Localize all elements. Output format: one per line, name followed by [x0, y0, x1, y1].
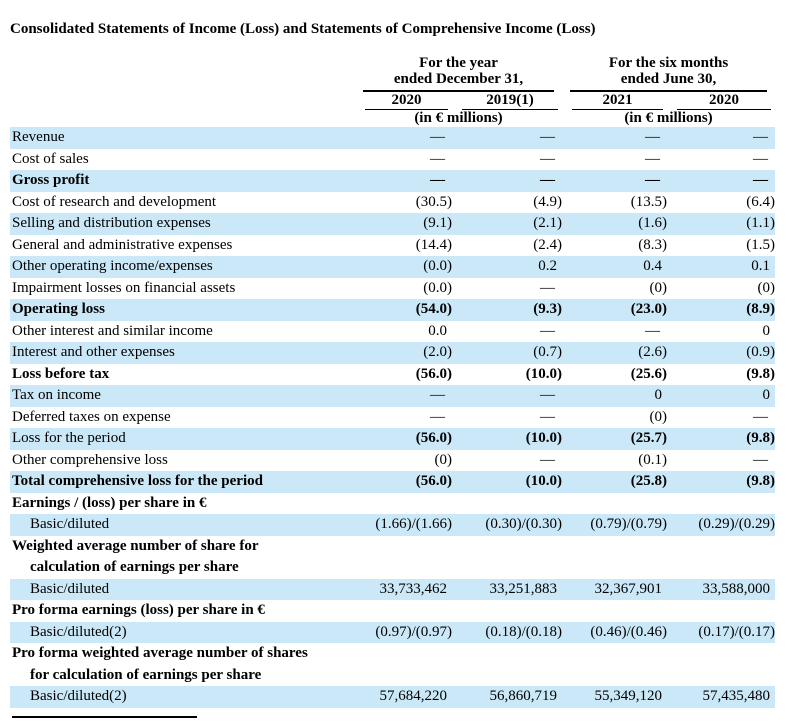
- cell-value: —: [430, 172, 445, 188]
- cell-value: (2.4): [533, 236, 562, 253]
- cell-value: (25.6): [630, 365, 667, 382]
- cell-value: [355, 600, 452, 622]
- header-spacer: [10, 92, 355, 110]
- cell-value: —: [753, 451, 768, 468]
- page-title: Consolidated Statements of Income (Loss) and Statements of Comprehensive Income (Loss): [10, 21, 596, 37]
- header-spacer: [10, 110, 355, 127]
- cell-value: [452, 536, 562, 579]
- cell-value: (0): [757, 279, 775, 296]
- col-group-six-months-line2: ended June 30,: [620, 71, 717, 87]
- cell-value: —: [430, 408, 445, 425]
- cell-value: (2.6): [638, 344, 667, 360]
- cell-value: —: [753, 150, 768, 167]
- cell-value: (56.0): [415, 473, 452, 489]
- cell-value: (1.66)/(1.66): [375, 516, 452, 532]
- cell-value: (23.0): [630, 301, 667, 317]
- table-row: [10, 342, 775, 364]
- table-row: [10, 278, 775, 300]
- cell-value: (25.8): [630, 473, 667, 489]
- col-group-year-line2: ended December 31,: [393, 71, 524, 87]
- table-row: [10, 450, 775, 472]
- cell-value: (13.5): [630, 193, 667, 210]
- cell-value: (4.9): [533, 193, 562, 210]
- cell-value: 0: [762, 322, 770, 339]
- cell-value: (1.6): [638, 215, 667, 231]
- cell-value: 0.2: [538, 258, 557, 274]
- row-label: Cost of research and development: [12, 193, 217, 210]
- cell-value: [562, 600, 667, 622]
- row-label: Basic/diluted: [30, 516, 110, 532]
- cell-value: (8.3): [638, 236, 667, 253]
- cell-value: 56,860,719: [489, 688, 557, 704]
- cell-value: (9.3): [533, 301, 562, 317]
- col-group-year-cell: [355, 50, 562, 92]
- cell-value: —: [430, 150, 445, 167]
- cell-value: [355, 536, 452, 579]
- cell-value: 32,367,901: [594, 580, 662, 597]
- row-label: Basic/diluted(2): [30, 623, 127, 640]
- row-label: Basic/diluted: [30, 580, 110, 597]
- col-group-year-line1: For the year: [419, 55, 498, 71]
- cell-value: [667, 643, 775, 686]
- row-label: Total comprehensive loss for the period: [12, 473, 263, 489]
- cell-value: (9.8): [746, 430, 775, 446]
- table-row: [10, 622, 775, 644]
- cell-value: (0.7): [533, 344, 562, 360]
- cell-value: —: [540, 408, 555, 425]
- cell-value: (6.4): [746, 193, 775, 210]
- cell-value: —: [540, 172, 555, 188]
- units-label-six-months: (in € millions): [624, 110, 713, 126]
- table-row: [10, 213, 775, 235]
- cell-value: [355, 643, 452, 686]
- table-row: [10, 192, 775, 214]
- row-label: Loss before tax: [12, 365, 110, 382]
- row-label: Other interest and similar income: [12, 322, 213, 339]
- cell-value: (0.9): [746, 344, 775, 360]
- row-label: Pro forma weighted average number of shares for calculation of earnings per share: [12, 645, 308, 683]
- table-row: [10, 299, 775, 321]
- table-row: [10, 235, 775, 257]
- cell-value: [667, 536, 775, 579]
- units-label-year: (in € millions): [414, 110, 503, 126]
- cell-value: 0: [762, 387, 770, 403]
- row-label: Impairment losses on financial assets: [12, 279, 236, 296]
- cell-value: [562, 536, 667, 579]
- cell-value: (0.1): [638, 451, 667, 468]
- cell-value: 33,588,000: [702, 580, 770, 597]
- cell-value: —: [753, 129, 768, 145]
- cell-value: 55,349,120: [594, 688, 662, 704]
- header-group-row: [10, 50, 775, 92]
- cell-value: (56.0): [415, 365, 452, 382]
- cell-value: (10.0): [525, 473, 562, 489]
- cell-value: 33,733,462: [379, 580, 447, 597]
- cell-value: (9.8): [746, 365, 775, 382]
- row-label: Earnings / (loss) per share in €: [12, 494, 207, 511]
- table-row: [10, 407, 775, 429]
- cell-value: (25.7): [630, 430, 667, 446]
- header-spacer: [10, 50, 355, 92]
- cell-value: —: [430, 387, 445, 403]
- cell-value: (14.4): [415, 236, 452, 253]
- table-row: [10, 514, 775, 536]
- row-label: Revenue: [12, 129, 65, 145]
- col-header-2020-6m: 2020: [667, 92, 775, 110]
- cell-value: (0.18)/(0.18): [485, 623, 562, 640]
- table-row: [10, 428, 775, 450]
- row-label: General and administrative expenses: [12, 236, 233, 253]
- row-label: Other comprehensive loss: [12, 451, 168, 468]
- cell-value: 33,251,883: [489, 580, 557, 597]
- cell-value: (0): [649, 279, 667, 296]
- col-header-2019-fy: 2019(1): [452, 92, 562, 110]
- row-label: Tax on income: [12, 387, 101, 403]
- cell-value: (0.79)/(0.79): [590, 516, 667, 532]
- table-row: [10, 364, 775, 386]
- col-group-six-months: [570, 55, 767, 92]
- header-units-row: [10, 110, 775, 127]
- row-label: Basic/diluted(2): [30, 688, 127, 704]
- row-label: Operating loss: [12, 301, 105, 317]
- col-group-six-months-line1: For the six months: [608, 55, 729, 71]
- cell-value: (8.9): [746, 301, 775, 317]
- cell-value: —: [645, 129, 660, 145]
- cell-value: (0.29)/(0.29): [698, 516, 775, 532]
- table-row: [10, 256, 775, 278]
- cell-value: 0.1: [751, 258, 770, 274]
- cell-value: (10.0): [525, 430, 562, 446]
- row-label: Gross profit: [12, 172, 90, 188]
- cell-value: —: [540, 279, 555, 296]
- footnote-rule: [12, 716, 197, 718]
- cell-value: —: [645, 172, 660, 188]
- table-row: [10, 149, 775, 171]
- col-header-2021-6m: 2021: [562, 92, 667, 110]
- cell-value: —: [540, 451, 555, 468]
- cell-value: [452, 600, 562, 622]
- table-row: [10, 321, 775, 343]
- cell-value: [355, 493, 452, 515]
- table-row: [10, 600, 775, 622]
- cell-value: (0.30)/(0.30): [485, 516, 562, 532]
- cell-value: [562, 643, 667, 686]
- row-label: Weighted average number of share for calculation of earnings per share: [12, 537, 259, 575]
- row-label: Pro forma earnings (loss) per share in €: [12, 602, 265, 618]
- cell-value: —: [540, 322, 555, 339]
- cell-value: —: [753, 172, 768, 188]
- row-label: Other operating income/expenses: [12, 258, 213, 274]
- table-header: [10, 50, 775, 127]
- cell-value: [667, 600, 775, 622]
- cell-value: [667, 493, 775, 515]
- cell-value: 0: [654, 387, 662, 403]
- cell-value: (10.0): [525, 365, 562, 382]
- cell-value: 57,435,480: [702, 688, 770, 704]
- row-label: Loss for the period: [12, 430, 126, 446]
- col-group-six-months-cell: [562, 50, 775, 92]
- cell-value: (56.0): [415, 430, 452, 446]
- table-row: [10, 471, 775, 493]
- cell-value: (54.0): [415, 301, 452, 317]
- cell-value: 0.4: [643, 258, 662, 274]
- table-row: [10, 385, 775, 407]
- table-row: [10, 643, 775, 686]
- table-row: [10, 686, 775, 708]
- cell-value: —: [645, 150, 660, 167]
- table-row: [10, 493, 775, 515]
- table-body: [10, 127, 775, 708]
- col-header-2020-fy: 2020: [355, 92, 452, 110]
- row-label: Cost of sales: [12, 150, 89, 167]
- row-label: Deferred taxes on expense: [12, 408, 171, 425]
- cell-value: —: [540, 129, 555, 145]
- cell-value: (9.8): [746, 473, 775, 489]
- table-row: [10, 170, 775, 192]
- cell-value: 0.0: [428, 322, 447, 339]
- cell-value: 57,684,220: [379, 688, 447, 704]
- cell-value: (0.0): [423, 279, 452, 296]
- cell-value: (1.5): [746, 236, 775, 253]
- cell-value: —: [430, 129, 445, 145]
- cell-value: (1.1): [746, 215, 775, 231]
- cell-value: (0.97)/(0.97): [375, 623, 452, 640]
- cell-value: (2.1): [533, 215, 562, 231]
- table-row: [10, 536, 775, 579]
- cell-value: (0): [649, 408, 667, 425]
- col-group-year: [363, 55, 554, 92]
- table-row: [10, 579, 775, 601]
- row-label: Interest and other expenses: [12, 344, 175, 360]
- cell-value: —: [645, 322, 660, 339]
- cell-value: [562, 493, 667, 515]
- income-statement-table: [10, 50, 775, 708]
- cell-value: —: [753, 408, 768, 425]
- cell-value: (0.0): [423, 258, 452, 274]
- cell-value: —: [540, 150, 555, 167]
- row-label: Selling and distribution expenses: [12, 215, 211, 231]
- table-row: [10, 127, 775, 149]
- cell-value: [452, 493, 562, 515]
- cell-value: (0.17)/(0.17): [698, 623, 775, 640]
- header-year-row: [10, 92, 775, 110]
- cell-value: (9.1): [423, 215, 452, 231]
- cell-value: [452, 643, 562, 686]
- cell-value: —: [540, 387, 555, 403]
- cell-value: (0): [434, 451, 452, 468]
- cell-value: (2.0): [423, 344, 452, 360]
- cell-value: (30.5): [415, 193, 452, 210]
- cell-value: (0.46)/(0.46): [590, 623, 667, 640]
